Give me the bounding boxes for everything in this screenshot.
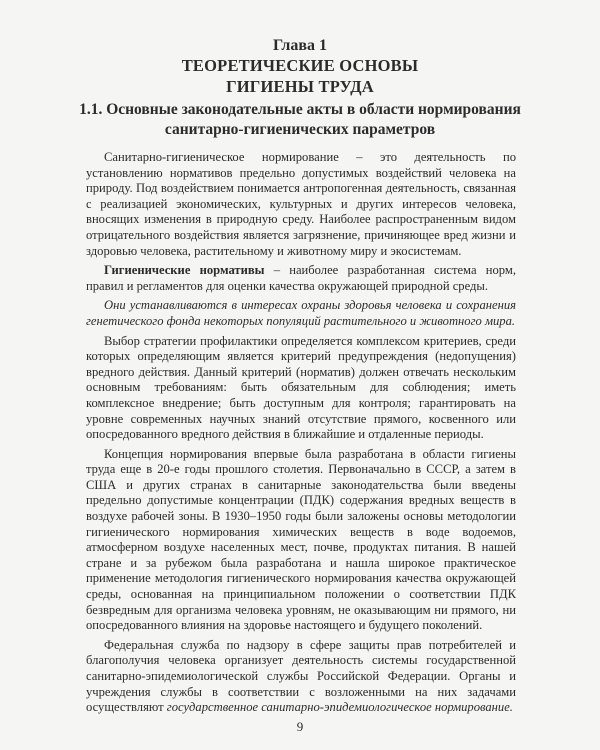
section-title-line1: 1.1. Основные законодательные акты в области нормирования [79, 101, 521, 118]
paragraph-6-text: Федеральная служба по надзору в сфере защиты прав потребителей и благополучия человека организует деятельность системы государственной санитарно-эпидемиологической службы Российской Федерации. Органы и учреждения службы в соответствии с возложенными на них задачами осуществляют [86, 637, 516, 715]
paragraph-5: Концепция нормирования впервые была разработана в области гигиены труда еще в 20-е годы прошлого столетия. Первоначально в СССР, а затем в США и других странах в санитарные законодательства были введены предельно допустимые концентрации (ПДК) содержания вредных веществ в воздухе рабочей зоны. В 1930–1950 годы были заложены основы методологии гигиенического нормирования химических веществ в воде водоемов, атмосферном воздухе населенных мест, почве, продуктах питания. В нашей стране и за рубежом была разработана и нашла широкое практическое применение методология гигиенического нормирования качества окружающей среды, основанная на принципиальном положении о соответствии ПДК безвредным для организма человека уровням, не оказывающим ни прямого, ни опосредованного влияния на здоровье настоящего и будущего поколений. [86, 446, 516, 633]
paragraph-2 [86, 263, 516, 294]
section-title-line2: санитарно-гигиенических параметров [164, 121, 436, 138]
paragraph-4: Выбор стратегии профилактики определяется комплексом критериев, среди которых определяющим является критерий предупреждения (недопущения) вредного действия. Данный критерий (норматив) должен отвечать нескольким основным требованиям: быть обязательным для соблюдения; иметь комплексное внедрение; быть доступным для контроля; гарантировать на уровне современных научных знаний отсутствие прямого, косвенного или опосредованного вредного действия в ближайшие и отдаленные периоды. [86, 333, 516, 442]
paragraph-6-italic: государственное санитарно-эпидемиологическое нормирование. [166, 700, 513, 715]
body-text [86, 150, 516, 720]
chapter-heading [0, 36, 600, 97]
chapter-number: Глава 1 [273, 37, 327, 54]
paragraph-1: Санитарно-гигиеническое нормирование – это деятельность по установлению нормативов предельно допустимых воздействий человека на природу. Под воздействием понимается антропогенная деятельность, связанная с реализацией экономических, культурных и других интересов человека, вносящих изменения в природную среду. Наиболее распространенным видом отрицательного воздействия является загрязнение, причиняющее вред жизни и здоровью человека, растительному и животному миру и экосистемам. [86, 150, 516, 258]
paragraph-3-italic: Они устанавливаются в интересах охраны здоровья человека и сохранения генетического фонда некоторых популяций растительного и животного мира. [86, 298, 516, 328]
page-number: 9 [296, 719, 304, 734]
chapter-title-line2: ГИГИЕНЫ ТРУДА [226, 77, 374, 96]
paragraph-6 [86, 638, 516, 716]
term-hygienic-norms: Гигиенические нормативы [104, 263, 265, 278]
paragraph-2-text: – наиболее разработанная система норм, правил и регламентов для оценки качества окружающей природной среды. [86, 263, 516, 293]
chapter-title-line1: ТЕОРЕТИЧЕСКИЕ ОСНОВЫ [181, 56, 419, 75]
section-heading [0, 100, 600, 140]
